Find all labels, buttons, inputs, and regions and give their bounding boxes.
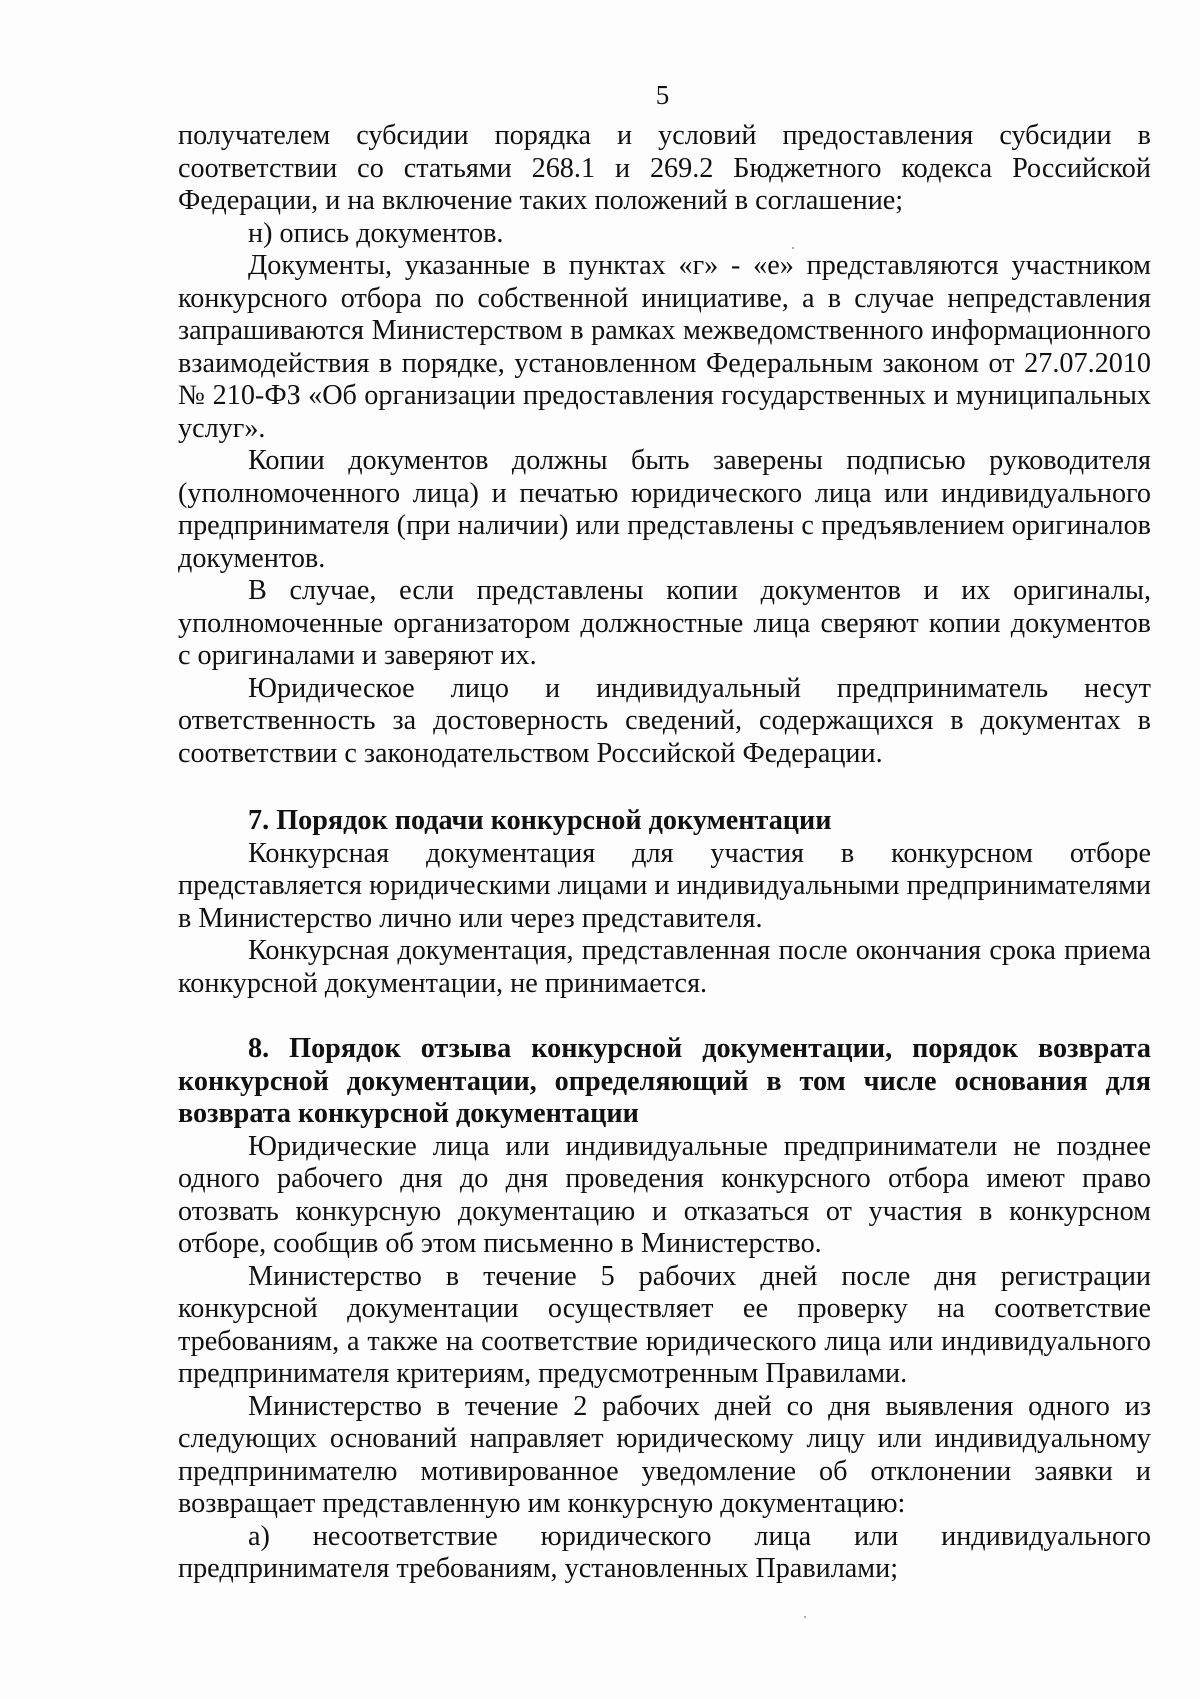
list-item: н) опись документов. <box>248 217 504 249</box>
section-8-heading: 8. Порядок отзыва конкурсной документации, порядок возврата конкурсной документации, определяющий в том числе основания для возврата конкурсной документации <box>178 1033 1151 1129</box>
list-item: а) несоответствие юридического лица или индивидуального предпринимателя требованиям, установленных Правилами; <box>178 1520 1151 1584</box>
paragraph: Юридические лица или индивидуальные предприниматели не позднее одного рабочего дня до дня проведения конкурсного отбора имеют право отозвать конкурсную документацию и отказаться от участия в конкурсном отборе, сообщив об этом письменно в Министерство. <box>178 1130 1151 1259</box>
paragraph: Копии документов должны быть заверены подписью руководителя (уполномоченного лица) и печатью юридического лица или индивидуального предпринимателя (при наличии) или представлены с предъявлением оригиналов документов. <box>178 445 1151 574</box>
paragraph: Документы, указанные в пунктах «г» - «е» представляются участником конкурсного отбора по собственной инициативе, а в случае непредставления запрашиваются Министерством в рамках межведомственного информационного взаимодействия в порядке, установленном Федеральным законом от 27.07.2010 № 210-ФЗ «Об организации предоставления государственных и муниципальных услуг». <box>178 250 1151 444</box>
paragraph: Юридическое лицо и индивидуальный предприниматель несут ответственность за достоверность сведений, содержащихся в документах в соответствии с законодательством Российской Федерации. <box>178 672 1151 769</box>
page-number: 5 <box>655 80 670 110</box>
section-spacer <box>178 1000 1151 1033</box>
section-spacer <box>178 770 1151 805</box>
paragraph: Конкурсная документация, представленная после окончания срока приема конкурсной документации, не принимается. <box>178 935 1151 999</box>
paragraph: Министерство в течение 5 рабочих дней после дня регистрации конкурсной документации осуществляет ее проверку на соответствие требованиям, а также на соответствие юридического лица или индивидуального предпринимателя критериям, предусмотренным Правилами. <box>178 1260 1151 1389</box>
document-body <box>178 120 1151 1586</box>
paragraph: Министерство в течение 2 рабочих дней со дня выявления одного из следующих оснований направляет юридическому лицу или индивидуальному предпринимателю мотивированное уведомление об отклонении заявки и возвращает представленную им конкурсную документацию: <box>178 1390 1151 1519</box>
section-7-heading: 7. Порядок подачи конкурсной документации <box>248 805 832 836</box>
paragraph: Конкурсная документация для участия в конкурсном отборе представляется юридическими лицами и индивидуальными предпринимателями в Министерство лично или через представителя. <box>178 837 1151 934</box>
paragraph: получателем субсидии порядка и условий предоставления субсидии в соответствии со статьями 268.1 и 269.2 Бюджетного кодекса Российской Федерации, и на включение таких положений в соглашение; <box>178 120 1151 216</box>
scan-speck <box>792 247 794 249</box>
paragraph: В случае, если представлены копии документов и их оригиналы, уполномоченные организатором должностные лица сверяют копии документов с оригиналами и заверяют их. <box>178 575 1151 671</box>
scan-speck <box>804 1616 806 1618</box>
